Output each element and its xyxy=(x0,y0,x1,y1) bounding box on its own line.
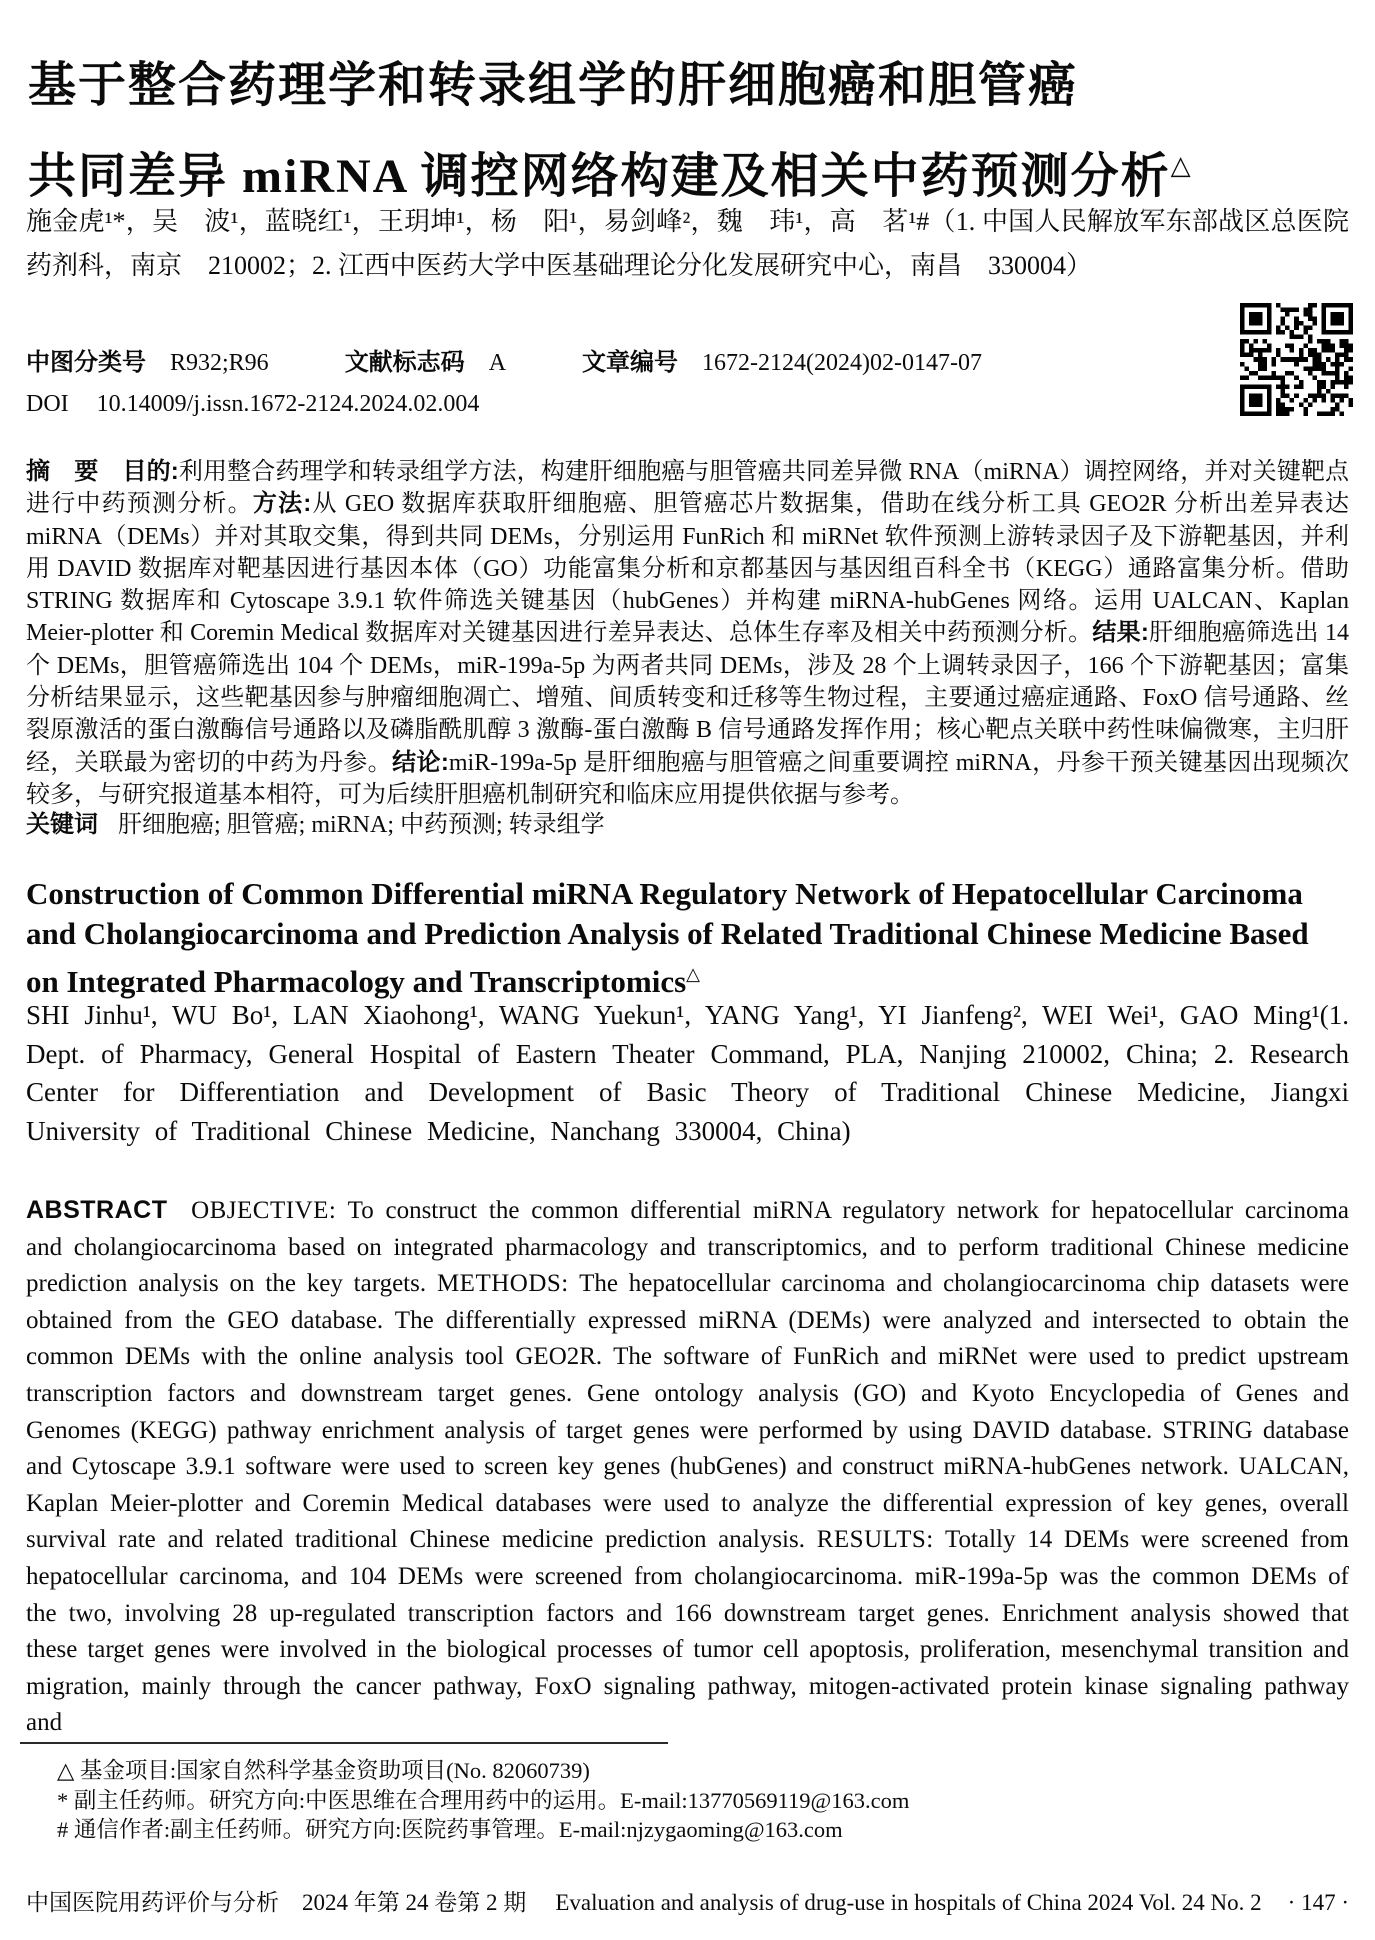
abstract-cn-methods-label: 方法: xyxy=(252,490,312,518)
doi-label: DOI xyxy=(26,391,69,417)
footnote-funding: △ 基金项目:国家自然科学基金资助项目(No. 82060739) xyxy=(57,1758,590,1783)
abstract-en-label: ABSTRACT xyxy=(26,1196,168,1224)
article-title-en-text: Construction of Common Differential miRNA Regulatory Network of Hepatocellular Carcinoma and Cholangiocarcinoma and Prediction Analysis of Related Traditional Chinese Medicine Based on Integrated Pharmacology and Transcriptomics xyxy=(26,876,1309,999)
authors-cn: 施金虎¹*，吴 波¹，蓝晓红¹，王玥坤¹，杨 阳¹，易剑峰²，魏 玮¹，高 茗¹#（1. 中国人民解放军东部战区总医院药剂科，南京 210002；2. 江西中医药大学中医基础理论分化发展研究中心，南昌 330004） xyxy=(26,207,1349,280)
footnotes xyxy=(57,1756,1335,1845)
abstract-en xyxy=(26,1192,1349,1744)
abstract-en-methods-label: METHODS: xyxy=(436,1270,569,1298)
journal-name-en xyxy=(555,1888,1349,1918)
abstract-cn-results-label: 结果: xyxy=(1092,619,1149,647)
meta-row-1 xyxy=(26,342,1225,377)
doi-value: 10.14009/j.issn.1672-2124.2024.02.004 xyxy=(96,391,480,417)
doc-code-value: A xyxy=(488,350,507,376)
qr-code xyxy=(1240,303,1353,416)
page-footer xyxy=(26,1888,1349,1918)
article-no-value: 1672-2124(2024)02-0147-07 xyxy=(702,350,982,376)
abstract-cn-conclusion-text: miR-199a-5p 是肝细胞癌与胆管癌之间重要调控 miRNA，丹参干预关键基因出现频次较多，与研究报道基本相符，可为后续肝胆癌机制研究和临床应用提供依据与参考。 xyxy=(26,749,1349,808)
abstract-cn-objective-label: 目的: xyxy=(122,458,179,485)
article-meta xyxy=(26,342,1225,418)
doc-code-label: 文献标志码 xyxy=(344,349,465,376)
article-title-en xyxy=(26,874,1349,1002)
article-title-cn-line1: 基于整合药理学和转录组学的肝细胞癌和胆管癌 xyxy=(28,59,1079,113)
abstract-cn-objective-text: 利用整合药理学和转录组学方法，构建肝细胞癌与胆管癌共同差异微 RNA（miRNA）调控网络，并对关键靶点进行中药预测分析。 xyxy=(26,459,1349,518)
page-number: · 147 · xyxy=(1287,1890,1349,1915)
journal-name-en-text: Evaluation and analysis of drug-use in hospitals of China 2024 Vol. 24 No. 2 xyxy=(555,1890,1262,1915)
funding-mark-en-icon: △ xyxy=(686,964,701,984)
clc-label: 中图分类号 xyxy=(26,349,146,376)
abstract-en-objective-label: OBJECTIVE: xyxy=(191,1197,337,1224)
funding-mark-icon: △ xyxy=(1170,151,1191,181)
abstract-cn-conclusion-label: 结论: xyxy=(392,748,449,776)
footnote-corresponding-author: # 通信作者:副主任药师。研究方向:医院药事管理。E-mail:njzygaoming@163.com xyxy=(57,1817,843,1842)
abstract-en-results-label: RESULTS: xyxy=(816,1526,934,1554)
keywords-cn-text: 肝细胞癌; 胆管癌; miRNA; 中药预测; 转录组学 xyxy=(118,812,605,838)
footnote-first-author: * 副主任药师。研究方向:中医思维在合理用药中的运用。E-mail:13770569119@163.com xyxy=(57,1787,910,1813)
keywords-cn-label: 关键词 xyxy=(26,811,98,838)
abstract-en-objective-text: To construct the common differential miRNA regulatory network for hepatocellular carcinoma and cholangiocarcinoma based on integrated pharmacology and transcriptomics, and to perform traditional Chinese medicine prediction analysis on the key targets. xyxy=(26,1197,1349,1298)
journal-name-cn: 中国医院用药评价与分析 2024 年第 24 卷第 2 期 xyxy=(26,1890,527,1915)
keywords-cn xyxy=(26,810,1349,840)
article-title-cn-line2-text: 共同差异 miRNA 调控网络构建及相关中药预测分析 xyxy=(28,150,1171,204)
abstract-cn xyxy=(26,456,1349,814)
authors-en: SHI Jinhu¹, WU Bo¹, LAN Xiaohong¹, WANG Yuekun¹, YANG Yang¹, YI Jianfeng², WEI Wei¹, GAO Ming¹(1. Dept. of Pharmacy, General Hospital of Eastern Theater Command, PLA, Nanjing 210002, China; 2. Research Center for Differentiation and Development of Basic Theory of Traditional Chinese Medicine, Jiangxi University of Traditional Chinese Medicine, Nanchang 330004, China) xyxy=(26,1000,1349,1146)
clc-value: R932;R96 xyxy=(170,350,269,376)
article-no-label: 文章编号 xyxy=(582,349,679,376)
abstract-cn-results-text: 肝细胞癌筛选出 14 个 DEMs，胆管癌筛选出 104 个 DEMs，miR-199a-5p 为两者共同 DEMs，涉及 28 个上调转录因子，166 个下游靶基因；富集分析结果显示，这些靶基因参与肿瘤细胞凋亡、增殖、间质转变和迁移等生物过程，主要通过癌症通路、FoxO 信号通路、丝裂原激活的蛋白激酶信号通路以及磷脂酰肌醇 3 激酶-蛋白激酶 B 信号通路发挥作用；核心靶点关联中药性味偏微寒，主归肝经，关联最为密切的中药为丹参。 xyxy=(26,620,1349,776)
abstract-cn-methods-text: 从 GEO 数据库获取肝细胞癌、胆管癌芯片数据集，借助在线分析工具 GEO2R 分析出差异表达 miRNA（DEMs）并对其取交集，得到共同 DEMs，分别运用 FunRich 和 miRNet 软件预测上游转录因子及下游靶基因，并利用 DAVID 数据库对靶基因进行基因本体（GO）功能富集分析和京都基因与基因组百科全书（KEGG）通路富集分析。借助 STRING 数据库和 Cytoscape 3.9.1 软件筛选关键基因（hubGenes）并构建 miRNA-hubGenes 网络。运用 UALCAN、Kaplan Meier-plotter 和 Coremin Medical 数据库对关键基因进行差异表达、总体生存率及相关中药预测分析。 xyxy=(26,491,1349,647)
article-title-cn xyxy=(28,46,1347,217)
abstract-cn-label: 摘 要 xyxy=(26,458,123,485)
abstract-en-results-text: Totally 14 DEMs were screened from hepatocellular carcinoma, and 104 DEMs were screened from cholangiocarcinoma. miR-199a-5p was the common DEMs of the two, involving 28 up-regulated transcription factors and 166 downstream target genes. Enrichment analysis showed that these target genes were involved in the biological processes of tumor cell apoptosis, proliferation, mesenchymal transition and migration, mainly through the cancer pathway, FoxO signaling pathway, mitogen-activated protein kinase signaling pathway and xyxy=(26,1526,1349,1737)
meta-row-doi xyxy=(26,391,1225,418)
footnote-divider xyxy=(20,1742,668,1744)
abstract-en-methods-text: The hepatocellular carcinoma and cholangiocarcinoma chip datasets were obtained from the GEO database. The differentially expressed miRNA (DEMs) were analyzed and intersected to obtain the common DEMs with the online analysis tool GEO2R. The software of FunRich and miRNet were used to predict upstream transcription factors and downstream target genes. Gene ontology analysis (GO) and Kyoto Encyclopedia of Genes and Genomes (KEGG) pathway enrichment analysis of target genes were performed by using DAVID database. STRING database and Cytoscape 3.9.1 software were used to screen key genes (hubGenes) and construct miRNA-hubGenes network. UALCAN, Kaplan Meier-plotter and Coremin Medical databases were used to analyze the differential expression of key genes, overall survival rate and related traditional Chinese medicine prediction analysis. xyxy=(26,1270,1349,1554)
